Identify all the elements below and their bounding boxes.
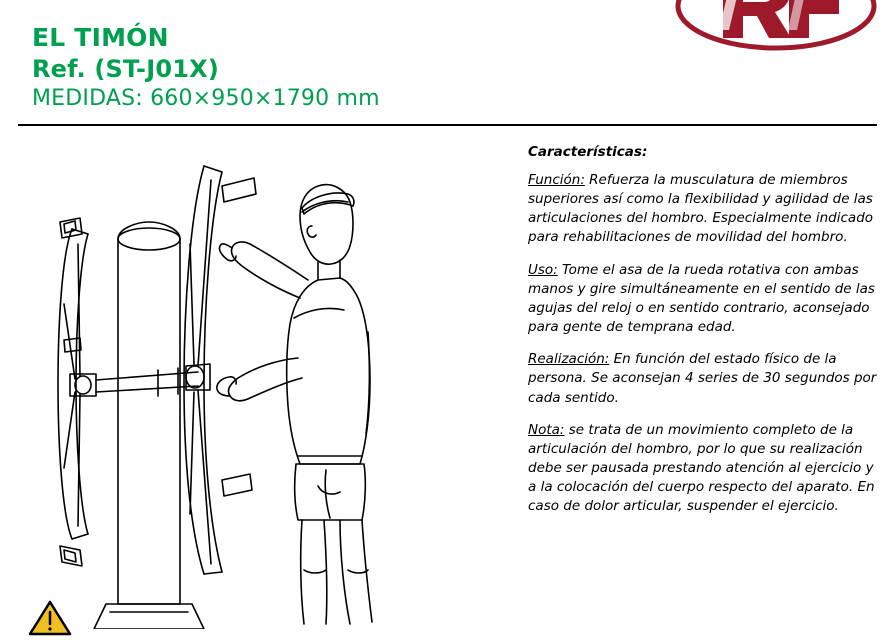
document-header — [0, 0, 895, 122]
section-uso — [528, 261, 878, 338]
rf-logo — [671, 0, 881, 74]
section-funcion-text: Refuerza la musculatura de miembros superiores así como la flexibilidad y agilidad de las articulaciones del hombro. Especialmente indicado para rehabilitaciones de movilidad del hombro. — [528, 172, 874, 246]
section-nota-label: Nota: — [528, 421, 565, 438]
el-timon-equipment-drawing — [18, 134, 498, 629]
characteristics-panel — [528, 144, 878, 530]
product-reference: Ref. (ST-J01X) — [32, 55, 220, 83]
section-funcion-label: Función: — [528, 172, 585, 188]
header-divider — [18, 124, 877, 126]
title-block — [32, 22, 380, 113]
section-realizacion — [528, 350, 878, 407]
section-nota-text: se trata de un movimiento completo de la articulación del hombro, por lo que su realización debe ser pausada prestando atención al ejercicio y a la colocación del cuerpo respecto del aparato. En caso de dolor articular, suspender el ejercicio. — [528, 421, 875, 515]
section-nota — [528, 421, 878, 517]
section-realizacion-label: Realización: — [528, 351, 610, 368]
section-realizacion-text: En función del estado físico de la persona. Se aconsejan 4 series de 30 segundos por cada sentido. — [528, 351, 877, 406]
section-uso-label: Uso: — [528, 261, 558, 278]
product-dimensions: MEDIDAS: 660×950×1790 mm — [32, 85, 380, 111]
characteristics-heading: Características: — [528, 144, 648, 160]
section-funcion — [528, 171, 878, 248]
warning-triangle-icon — [28, 600, 72, 636]
section-uso-text: Tome el asa de la rueda rotativa con ambas manos y gire simultáneamente en el sentido de las agujas del reloj o en sentido contrario, aconsejado para gente de temprana edad. — [528, 261, 875, 336]
page-title: EL TIMÓN — [32, 23, 169, 52]
